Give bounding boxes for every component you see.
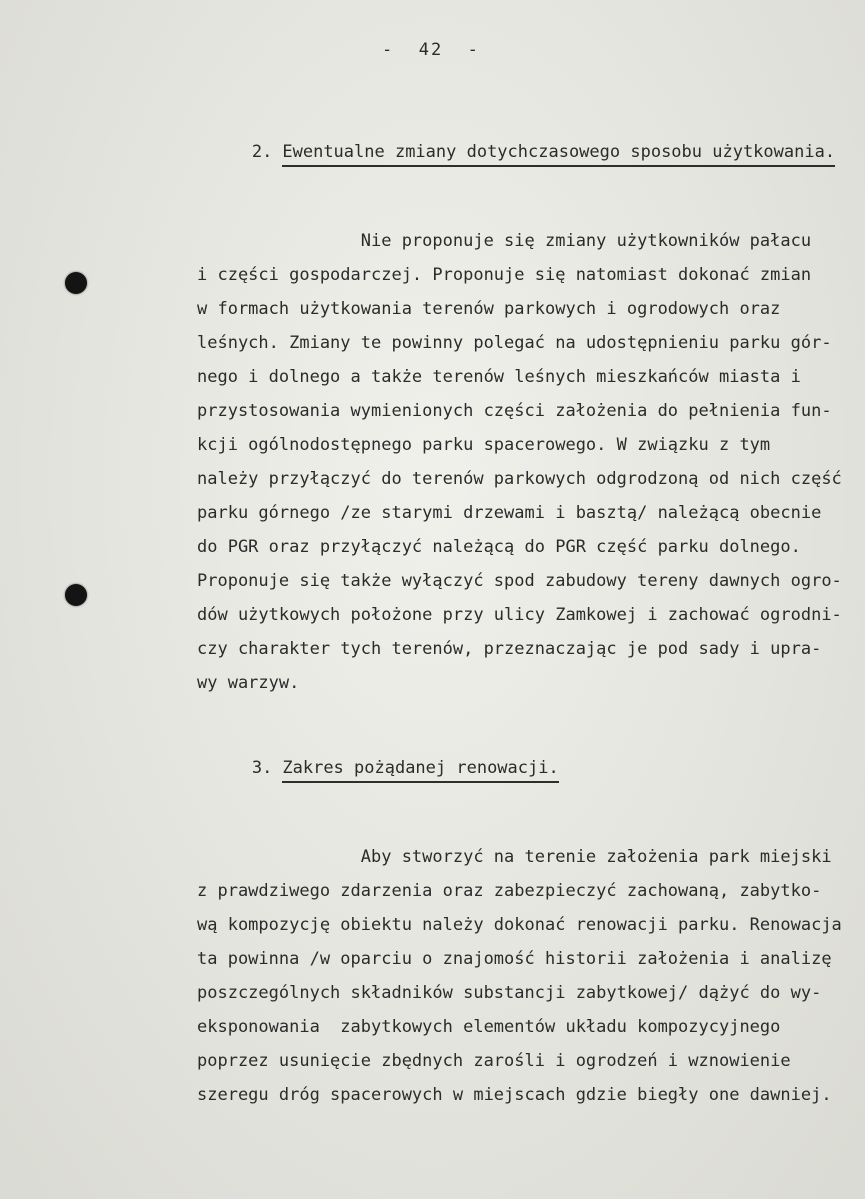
text-line: parku górnego /ze starymi drzewami i basztą/ należącą obecnie [197,503,822,523]
text-line: kcji ogólnodostępnego parku spacerowego. W związku z tym [197,435,771,455]
section-heading [170,738,850,798]
text-line: przystosowania wymienionych części założenia do pełnienia fun- [197,401,832,421]
section-paragraph [197,224,850,700]
text-line: czy charakter tych terenów, przeznaczając je pod sady i upra- [197,639,822,659]
text-line: wą kompozycję obiektu należy dokonać renowacji parku. Renowacja [197,915,842,935]
text-line: z prawdziwego zdarzenia oraz zabezpieczyć zachowaną, zabytko- [197,881,822,901]
section-number: 3. [251,758,273,778]
section-title: Zakres pożądanej renowacji. [282,758,558,783]
text-line: nego i dolnego a także terenów leśnych mieszkańców miasta i [197,367,801,387]
section-heading [170,122,850,182]
text-line: Proponuje się także wyłączyć spod zabudowy tereny dawnych ogro- [197,571,842,591]
text-line: i części gospodarczej. Proponuje się natomiast dokonać zmian [197,265,812,285]
text-line: ta powinna /w oparciu o znajomość historii założenia i analizę [197,949,832,969]
section-paragraph [197,840,850,1112]
text-line: Aby stworzyć na terenie założenia park miejski [197,847,832,867]
text-line: należy przyłączyć do terenów parkowych odgrodzoną od nich część [197,469,842,489]
text-line: leśnych. Zmiany te powinny polegać na udostępnieniu parku gór- [197,333,832,353]
text-line: szeregu dróg spacerowych w miejscach gdzie biegły one dawniej. [197,1085,832,1105]
text-line: eksponowania zabytkowych elementów układu kompozycyjnego [197,1017,781,1037]
text-line: poszczególnych składników substancji zabytkowej/ dążyć do wy- [197,983,822,1003]
page-content [170,40,850,1150]
section-2 [170,122,850,700]
text-line: wy warzyw. [197,673,300,693]
text-line: Nie proponuje się zmiany użytkowników pałacu [197,231,812,251]
section-title: Ewentualne zmiany dotychczasowego sposobu użytkowania. [282,142,835,167]
text-line: do PGR oraz przyłączyć należącą do PGR część parku dolnego. [197,537,801,557]
hole-punch-mark [65,272,87,294]
text-line: dów użytkowych położone przy ulicy Zamkowej i zachować ogrodni- [197,605,842,625]
section-3 [170,738,850,1112]
hole-punch-mark [65,584,87,606]
text-line: w formach użytkowania terenów parkowych i ogrodowych oraz [197,299,781,319]
text-line: poprzez usunięcie zbędnych zarośli i ogrodzeń i wznowienie [197,1051,791,1071]
page-number: - 42 - [382,40,480,60]
section-number: 2. [251,142,273,162]
